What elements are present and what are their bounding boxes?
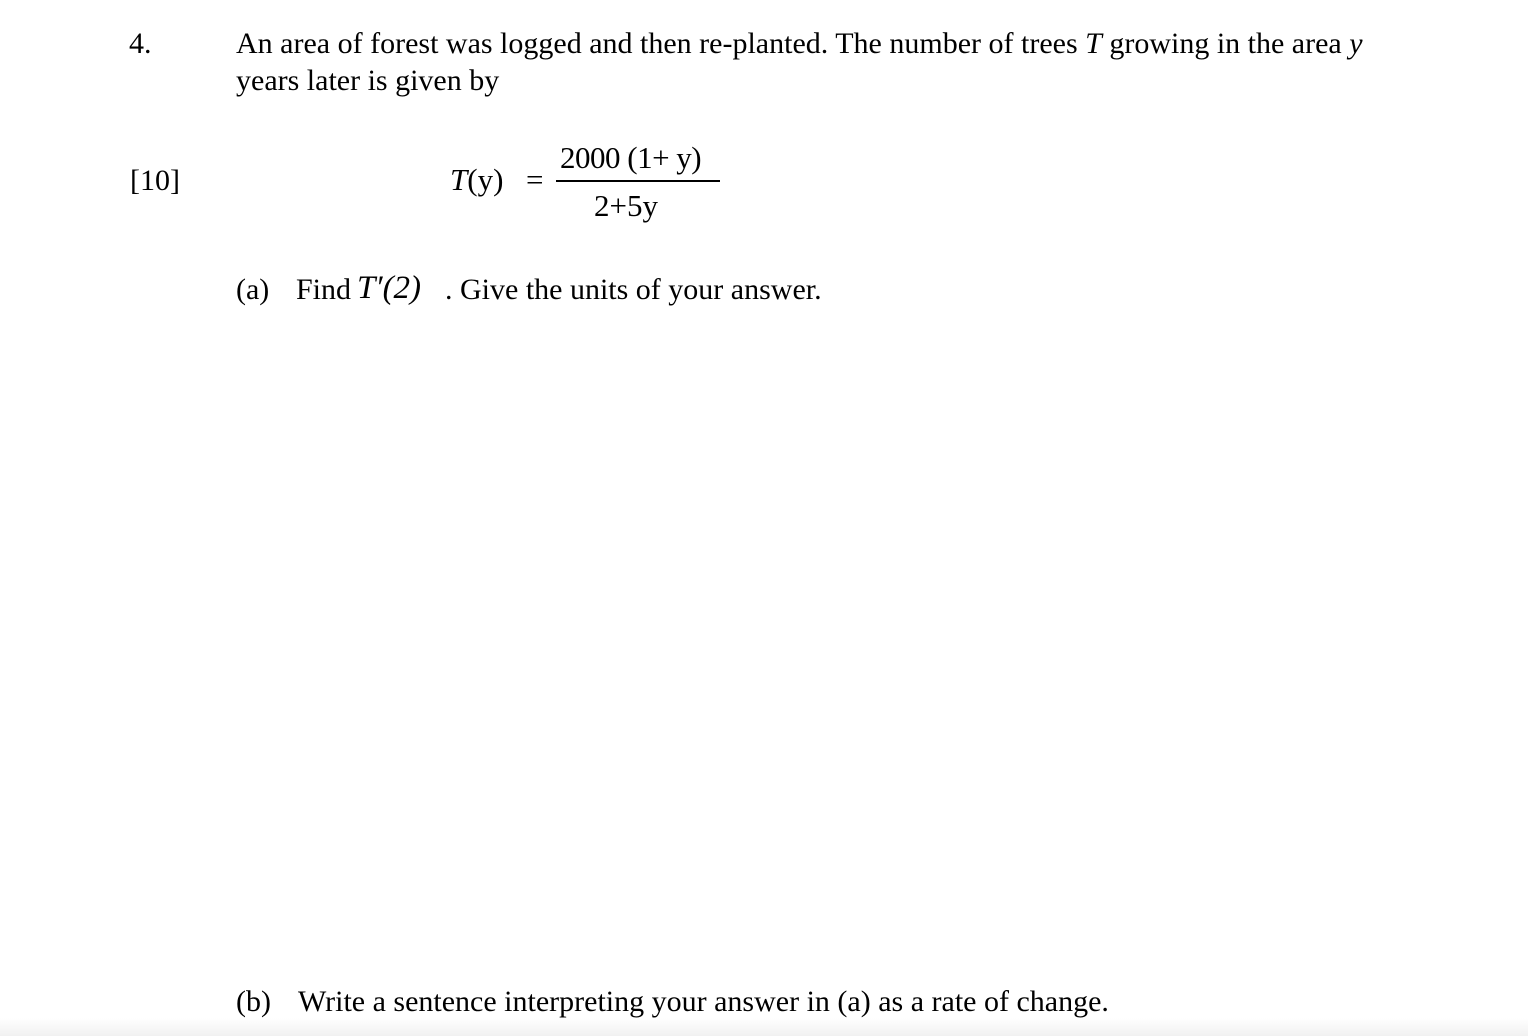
stem-text-part-1: An area of forest was logged and then re-planted. The number of trees	[236, 27, 1086, 60]
part-a-instruction: . Give the units of your answer.	[445, 273, 822, 306]
question-stem-line-1	[236, 26, 1363, 62]
formula-denominator: 2+5y	[594, 188, 658, 223]
formula-argument: (y)	[467, 162, 504, 197]
part-a-label: (a)	[236, 273, 270, 306]
formula-lhs	[450, 162, 503, 198]
fraction-bar	[556, 180, 720, 182]
part-b-instruction: Write a sentence interpreting your answer in (a) as a rate of change.	[298, 985, 1109, 1018]
stem-text-part-2: growing in the area	[1101, 27, 1350, 60]
part-a-derivative-expression: T′(2)	[357, 270, 422, 306]
page-bottom-edge	[0, 1018, 1528, 1036]
question-stem-line-2: years later is given by	[236, 64, 500, 97]
formula-function-name: T	[450, 162, 468, 197]
formula-equals-sign: =	[526, 162, 544, 197]
variable-T: T	[1085, 27, 1102, 60]
marks-allocation: [10]	[130, 164, 180, 197]
part-a-find-word: Find	[296, 273, 352, 306]
formula-numerator: 2000 (1+ y)	[560, 140, 702, 175]
part-b-label: (b)	[236, 985, 271, 1018]
variable-y: y	[1349, 27, 1363, 60]
question-number: 4.	[129, 27, 152, 60]
